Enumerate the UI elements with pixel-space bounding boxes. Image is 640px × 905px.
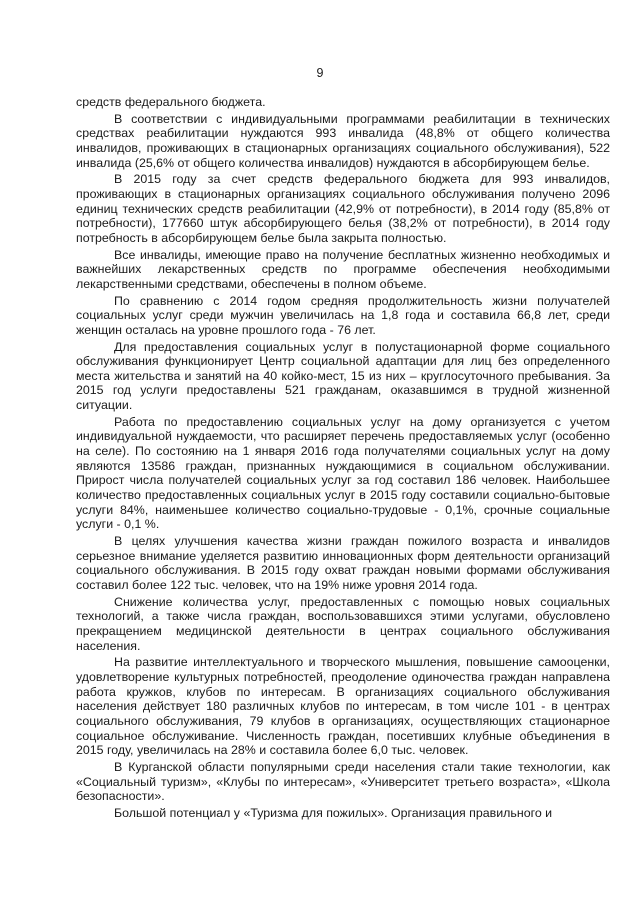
page-number: 9 [316,66,324,80]
paragraph-rehabilitation-needs: В соответствии с индивидуальными программами реабилитации в технических средствах реабилитации нуждаются 993 инвалида (48,8% от общего количества инвалидов, проживающих в стационарных организациях социального обслуживания), 522 инвалида (25,6% от общего количества инвалидов) нуждаются в абсорбирующем белье. [76,111,610,170]
paragraph-services-decrease: Снижение количества услуг, предоставленных с помощью новых социальных технологий, а также числа граждан, воспользовавшихся этими услугами, обусловлено прекращением медицинской деятельности в центрах социального обслуживания населения. [76,594,610,653]
paragraph-clubs: На развитие интеллектуального и творческого мышления, повышение самооценки, удовлетворение культурных потребностей, преодоление одиночества граждан направлена работа кружков, клубов по интересам. В организациях социального обслуживания населения действует 180 различных клубов по интересам, в том числе 101 - в центрах социального обслуживания, 79 клубов в организациях, осуществляющих стационарное социальное обслуживание. Численность граждан, посетивших клубные объединения в 2015 году, увеличилась на 28% и составила более 6,0 тыс. человек. [76,655,610,758]
body-text [76,95,610,823]
paragraph-popular-technologies: В Курганской области популярными среди населения стали такие технологии, как «Социальный туризм», «Клубы по интересам», «Университет третьего возраста», «Школа безопасности». [76,759,610,804]
paragraph-continuation: средств федерального бюджета. [76,95,266,109]
paragraph-medicines: Все инвалиды, имеющие право на получение бесплатных жизненно необходимых и важнейших лекарственных средств по программе обеспечения необходимыми лекарственными средствами, обеспечены в полном объеме. [76,247,610,291]
paragraph-innovative-forms: В целях улучшения качества жизни граждан пожилого возраста и инвалидов серьезное внимание уделяется развитию инновационных форм деятельности организаций социального обслуживания. В 2015 году охват граждан новыми формами обслуживания составил более 122 тыс. человек, что на 19% ниже уровня 2014 года. [76,534,610,592]
paragraph-home-services: Работа по предоставлению социальных услуг на дому организуется с учетом индивидуальной нуждаемости, что расширяет перечень предоставляемых услуг (особенно на селе). По состоянию на 1 января 2016 года получателями социальных услуг на дому являются 13586 граждан, признанных нуждающимися в социальном обслуживании. Прирост числа получателей социальных услуг за год составил 186 человек. Наибольшее количество предоставленных социальных услуг в 2015 году составили социально-бытовые услуги 84%, наименьшее количество социально-трудовые - 0,1%, срочные социальные услуги - 0,1 %. [76,414,610,532]
paragraph-federal-budget-2015: В 2015 году за счет средств федерального бюджета для 993 инвалидов, проживающих в стационарных организациях социального обслуживания получено 2096 единиц технических средств реабилитации (42,9% от потребности), в 2014 году (85,8% от потребности), 177660 штук абсорбирующего белья (38,2% от потребности), в 2014 году потребность в абсорбирующем белье была закрыта полностью. [76,172,610,245]
paragraph-tourism: Большой потенциал у «Туризма для пожилых». Организация правильного и [114,805,553,820]
paragraph-life-expectancy: По сравнению с 2014 годом средняя продолжительность жизни получателей социальных услуг среди мужчин увеличилась на 1,8 года и составила 66,8 лет, среди женщин осталась на уровне прошлого года - 76 лет. [76,293,610,337]
paragraph-social-adaptation-center: Для предоставления социальных услуг в полустационарной форме социального обслуживания функционирует Центр социальной адаптации для лиц без определенного места жительства и занятий на 40 койко-мест, 15 из них – круглосуточного пребывания. За 2015 год услуги предоставлены 521 гражданам, оказавшимся в трудной жизненной ситуации. [76,339,610,413]
